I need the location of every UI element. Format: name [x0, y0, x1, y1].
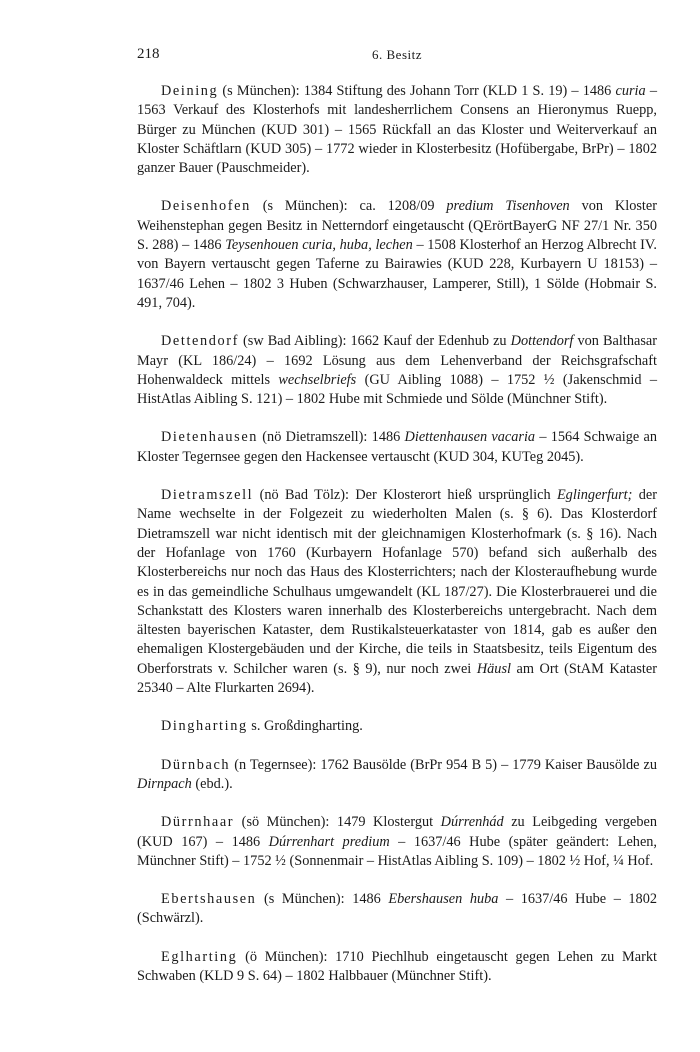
historical-form: Dúrrenhád: [440, 814, 504, 831]
place-entry: [137, 890, 657, 929]
entry-text: am Ort (StAM Kataster 25340 – Alte Flurkarten 2694).: [137, 660, 657, 697]
entry-text: s. Großdingharting.: [247, 718, 363, 735]
place-entry: [137, 197, 657, 313]
place-name: Dietramszell: [161, 487, 254, 504]
entry-text: (s München): 1486: [256, 891, 389, 908]
place-entry: [137, 486, 657, 698]
place-name: Deisenhofen: [161, 198, 251, 215]
entry-text: von Balthasar Mayr (KL 186/24) – 1692 Lösung aus dem Lehenverband der Reichsgrafschaft Hohenwaldeck mittels: [137, 333, 657, 388]
place-entry: [137, 756, 657, 795]
book-page: [137, 46, 657, 1005]
entry-text: (nö Bad Tölz): Der Klosterort hieß ursprünglich: [253, 487, 557, 504]
historical-form: predium Tisenhoven: [446, 198, 570, 215]
historical-form: Diettenhausen vacaria: [404, 429, 536, 446]
place-entry: [137, 332, 657, 409]
entry-text: (s München): 1384 Stiftung des Johann Torr (KLD 1 S. 19) – 1486: [218, 83, 616, 99]
entry-text: (sö München): 1479 Klostergut: [234, 814, 441, 831]
place-name: Dettendorf: [161, 333, 239, 350]
historical-form: curia: [615, 83, 646, 99]
entry-text: – 1637/46 Hube (später geändert: Lehen, Münchner Stift) – 1752 ½ (Sonnenmair – HistAtlas Aibling S. 109) – 1802 ½ Hof, ¼ Hof.: [137, 833, 658, 869]
entry-text: zu Leibgeding vergeben (KUD 167) – 1486: [137, 814, 657, 850]
historical-form: Dúrrenhart predium: [268, 833, 390, 850]
historical-form: Dottendorf: [510, 333, 574, 350]
entry-text: der Name wechselte in der Folgezeit zu wiederholten Malen (s. § 6). Das Klosterdorf Dietramszell war nicht identisch mit der gleichnamigen Klosterhofmark (s. § 16). Nach der Hofanlage von 1760 (Kurbayern Hofanlage 570) befand sich außerhalb des Klosterbereichs nur noch das Haus des Klosterrichters; nach der Klosteraufhebung wurde es in das gemeindliche Schulhaus umgewandelt (KL 187/27). Die Klosterbrauerei und die Schankstatt des Klosters waren innerhalb des Klosterbereichs untergebracht. Nach dem ältesten bayerischen Kataster, dem Rustikalsteuerkataster von 1814, gab es außer den ehemaligen Klostergebäuden und der Kirche, die teils in Staatsbesitz, teils Eigentum des Oberforstrats v. Schilcher waren (s. § 9), nur noch zwei: [137, 487, 657, 677]
entry-text: (sw Bad Aibling): 1662 Kauf der Edenhub zu: [238, 333, 511, 350]
historical-form: Häusl: [476, 660, 511, 677]
place-name: Dürnbach: [161, 756, 231, 773]
place-entry: [137, 813, 657, 871]
entry-text: (ö München): 1710 Piechlhub eingetauscht gegen Lehen zu Markt Schwaben (KLD 9 S. 64) – 1802 Halbbauer (Münchner Stift).: [137, 948, 657, 984]
entry-text: (n Tegernsee): 1762 Bausölde (BrPr 954 B 5) – 1779 Kaiser Bausölde zu: [230, 756, 657, 773]
entry-text: (s München): ca. 1208/09: [250, 198, 447, 215]
entry-text: von Kloster Weihenstephan gegen Besitz in Netterndorf eingetauscht (QErörtBayerG NF 27/1 Nr. 350 S. 288) – 1486: [137, 198, 657, 254]
historical-form: wechselbriefs: [278, 371, 357, 388]
entry-text: (ebd.).: [191, 775, 233, 792]
page-header: [137, 46, 657, 68]
page-number: 218: [137, 46, 160, 62]
entry-text: – 1564 Schwaige an Kloster Tegernsee gegen den Hackensee vertauscht (KUD 304, KUTeg 2045).: [137, 429, 657, 465]
entry-text: – 1563 Verkauf des Klosterhofs mit landesherrlichem Consens an Hieronymus Ruepp, Bürger zu München (KUD 301) – 1565 Rückfall an das Kloster und Weiterverkauf an Kloster Schäftlarn (KUD 305) – 1772 wieder in Klosterbesitz (Hofübergabe, BrPr) – 1802 ganzer Bauer (Pauschmeider).: [137, 83, 657, 177]
historical-form: Dirnpach: [137, 775, 192, 792]
place-name: Dingharting: [161, 718, 248, 735]
place-name: Ebertshausen: [161, 891, 257, 908]
entry-text: – 1637/46 Hube – 1802 (Schwärzl).: [137, 891, 658, 927]
running-head: 6. Besitz: [372, 47, 422, 62]
place-entry: [137, 428, 657, 467]
place-name: Deining: [161, 83, 219, 99]
entry-text: – 1508 Klosterhof an Herzog Albrecht IV. von Bayern vertauscht gegen Taferne zu Bairawies (KUD 228, Kurbayern U 18153) – 1637/46 Lehen – 1802 3 Huben (Schwarzhauser, Lamperer, Still), 1 Sölde (Hobmair S. 491, 704).: [137, 237, 657, 311]
entry-list: [137, 82, 657, 986]
place-name: Dürrnhaar: [161, 814, 235, 831]
historical-form: Ebershausen huba: [388, 891, 499, 908]
entry-text: (nö Dietramszell): 1486: [258, 429, 405, 446]
place-name: Eglharting: [161, 948, 238, 965]
place-entry: [137, 717, 657, 736]
entry-text: (GU Aibling 1088) – 1752 ½ (Jakenschmid – HistAtlas Aibling S. 121) – 1802 Hube mit Schmiede und Sölde (Münchner Stift).: [137, 371, 657, 408]
historical-form: Eglingerfurt;: [556, 487, 633, 504]
place-name: Dietenhausen: [161, 429, 259, 446]
place-entry: [137, 948, 657, 987]
historical-form: Teysenhouen curia, huba, lechen: [225, 237, 413, 254]
place-entry: [137, 82, 657, 178]
